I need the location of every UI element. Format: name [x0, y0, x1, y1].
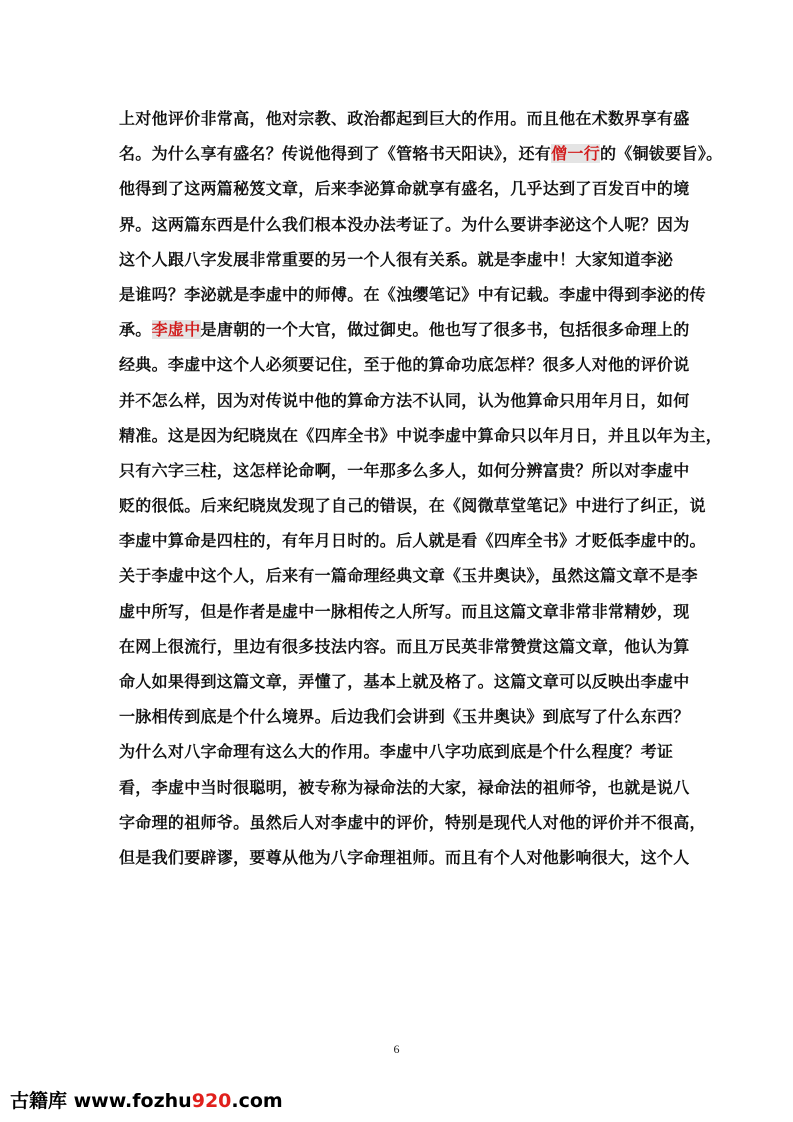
text-line: 命人如果得到这篇文章，弄懂了，基本上就及格了。这篇文章可以反映出李虚中 [119, 672, 690, 691]
text-line: 是谁吗？李泌就是李虚中的师傅。在《浊缨笔记》中有记载。李虚中得到李泌的传 [119, 284, 706, 304]
text-line: 虚中所写，但是作者是虚中一脉相传之人所写。而且这篇文章非常非常精妙，现 [119, 601, 690, 621]
text-line: 他得到了这两篇秘笈文章，后来李泌算命就享有盛名，几乎达到了百发百中的境 [119, 179, 690, 199]
text-segment: 的《铜钹要旨》。 [600, 144, 723, 164]
text-line: 并不怎么样，因为对传说中他的算命方法不认同，认为他算命只用年月日，如何 [119, 390, 690, 410]
footer-watermark [10, 1086, 283, 1113]
text-line: 看，李虚中当时很聪明，被专称为禄命法的大家，禄命法的祖师爷，也就是说八 [119, 777, 690, 797]
text-line [119, 312, 699, 347]
footer-suffix: .com [231, 1090, 283, 1112]
text-line [119, 136, 723, 171]
text-line: 界。这两篇东西是什么我们根本没办法考证了。为什么要讲李泌这个人呢？因为 [119, 214, 690, 234]
text-line: 但是我们要辟谬，要尊从他为八字命理祖师。而且有个人对他影响很大，这个人 [119, 847, 690, 867]
text-line: 字命理的祖师爷。虽然后人对李虚中的评价，特别是现代人对他的评价并不很高， [119, 812, 706, 832]
text-line: 精准。这是因为纪晓岚在《四库全书》中说李虚中算命只以年月日，并且以年为主， [119, 425, 723, 445]
highlighted-name: 李虚中 [151, 320, 201, 340]
text-line: 经典。李虚中这个人必须要记住，至于他的算命功底怎样？很多人对他的评价说 [119, 355, 690, 375]
text-line: 这个人跟八字发展非常重要的另一个人很有关系。就是李虚中！大家知道李泌 [119, 249, 674, 269]
page-number: 6 [393, 1042, 400, 1056]
text-line: 为什么对八字命理有这么大的作用。李虚中八字功底到底是个什么程度？考证 [119, 742, 674, 762]
body-text [119, 101, 723, 875]
text-line: 贬的很低。后来纪晓岚发现了自己的错误，在《阅微草堂笔记》中进行了纠正，说 [119, 496, 706, 516]
highlighted-name: 僧一行 [551, 144, 601, 164]
text-line: 只有六字三柱，这怎样论命啊，一年那多么多人，如何分辨富贵？所以对李虚中 [119, 460, 690, 480]
text-segment: 是唐朝的一个大官，做过御史。他也写了很多书，包括很多命理上的 [200, 320, 690, 340]
footer-text: 古籍库 www.fozhu [10, 1090, 192, 1112]
footer-number: 920 [191, 1090, 232, 1112]
text-segment: 名。为什么享有盛名？传说他得到了《管辂书天阳诀》，还有 [119, 144, 552, 164]
text-line: 在网上很流行，里边有很多技法内容。而且万民英非常赞赏这篇文章，他认为算 [119, 636, 690, 656]
text-line: 一脉相传到底是个什么境界。后边我们会讲到《玉井奥诀》到底写了什么东西？ [119, 707, 690, 727]
text-line: 李虚中算命是四柱的，有年月日时的。后人就是看《四库全书》才贬低李虚中的。 [119, 531, 706, 551]
text-segment: 承。 [119, 320, 152, 340]
text-line: 上对他评价非常高，他对宗教、政治都起到巨大的作用。而且他在术数界享有盛 [119, 109, 690, 128]
text-line: 关于李虚中这个人，后来有一篇命理经典文章《玉井奥诀》，虽然这篇文章不是李 [119, 566, 698, 586]
